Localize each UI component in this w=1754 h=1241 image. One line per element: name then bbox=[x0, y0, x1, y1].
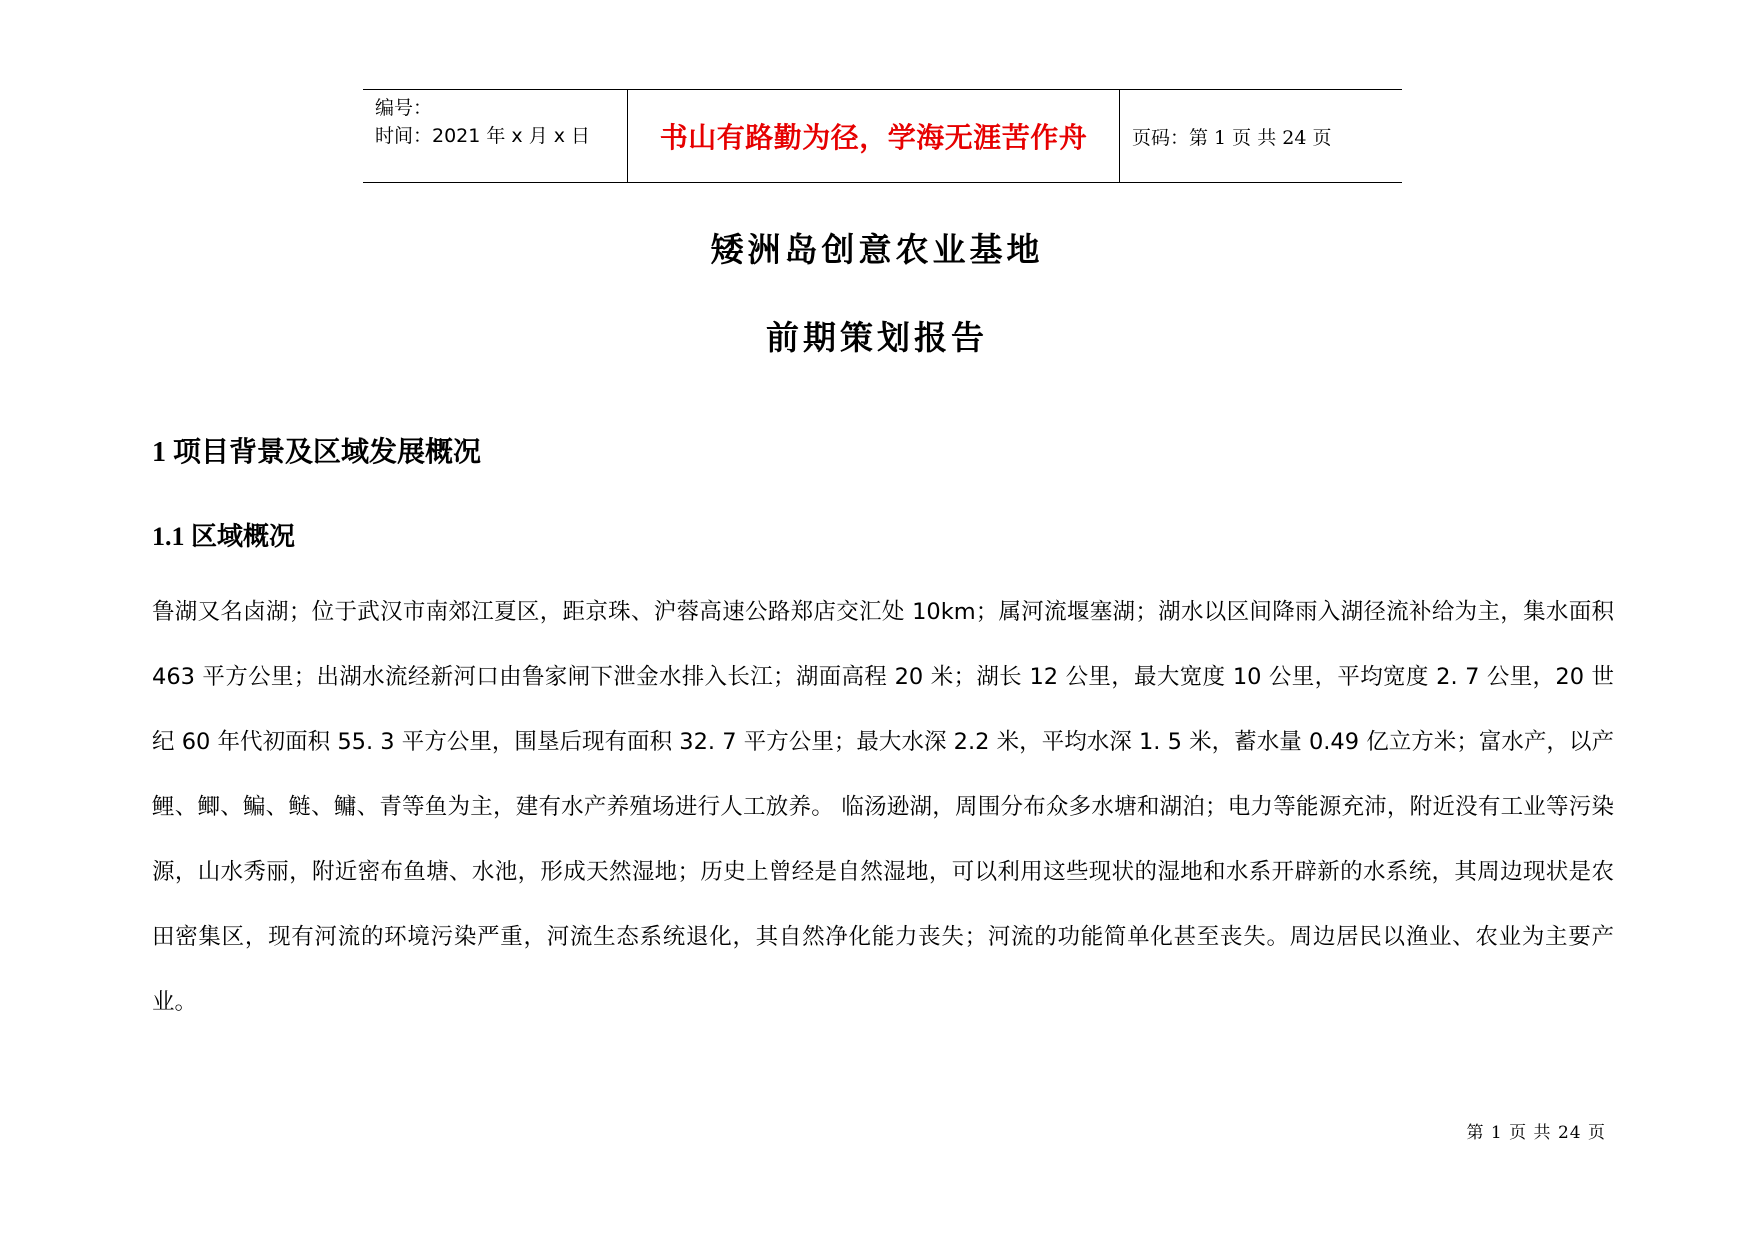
header-page-cell bbox=[1120, 90, 1402, 182]
time-label: 时间：2021 年 x 月 x 日 bbox=[375, 125, 591, 147]
page-info: 页码：第 1 页 共 24 页 bbox=[1132, 126, 1332, 149]
document-title-line2: 前期策划报告 bbox=[766, 318, 988, 357]
header-motto-cell bbox=[628, 90, 1120, 182]
number-label: 编号： bbox=[375, 97, 433, 119]
body-paragraph: 鲁湖又名卤湖；位于武汉市南郊江夏区，距京珠、沪蓉高速公路郑店交汇处 10km；属河流堰塞湖；湖水以区间降雨入湖径流补给为主，集水面积 463 平方公里；出湖水流经新河口由鲁家闸下泄金水排入长江；湖面高程 20 米；湖长 12 公里，最大宽度 10 公里，平均宽度 2. 7 公里，20 世纪 60 年代初面积 55. 3 平方公里，围垦后现有面积 32. 7 平方公里；最大水深 2.2 米，平均水深 1. 5 米，蓄水量 0.49 亿立方米；富水产，以产鲤、鲫、鳊、鲢、鳙、青等鱼为主，建有水产养殖场进行人工放养。 临汤逊湖，周围分布众多水塘和湖泊；电力等能源充沛，附近没有工业等污染源，山水秀丽，附近密布鱼塘、水池，形成天然湿地；历史上曾经是自然湿地，可以利用这些现状的湿地和水系开辟新的水系统，其周边现状是农田密集区，现有河流的环境污染严重，河流生态系统退化，其自然净化能力丧失；河流的功能简单化甚至丧失。周边居民以渔业、农业为主要产业。 bbox=[152, 599, 1614, 1015]
subsection-heading: 1.1 区域概况 bbox=[152, 522, 296, 551]
page-footer: 第 1 页 共 24 页 bbox=[1466, 1123, 1606, 1143]
section-heading: 1 项目背景及区域发展概况 bbox=[152, 437, 482, 468]
header-left-cell bbox=[363, 90, 628, 182]
header-table bbox=[363, 89, 1402, 183]
document-title-line1: 矮洲岛创意农业基地 bbox=[710, 230, 1044, 269]
motto-text: 书山有路勤为径，学海无涯苦作舟 bbox=[659, 121, 1088, 154]
